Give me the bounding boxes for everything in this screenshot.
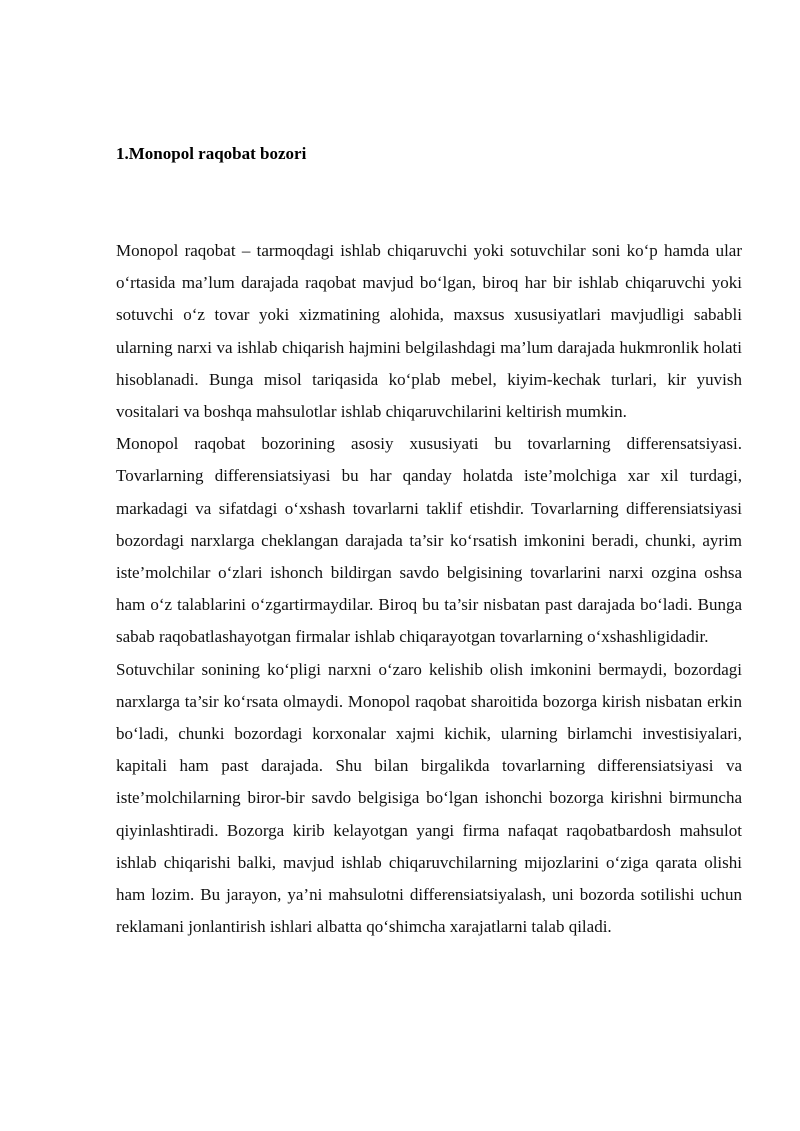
section-heading: 1.Monopol raqobat bozori (116, 144, 307, 163)
paragraph-1: Monopol raqobat – tarmoqdagi ishlab chiqaruvchi yoki sotuvchilar soni ko‘p hamda ular o‘rtasida ma’lum darajada raqobat mavjud bo‘lgan, biroq har bir ishlab chiqaruvchi yoki sotuvchi o‘z tovar yoki xizmatining alohida, maxsus xususiyatlari mavjudligi sababli ularning narxi va ishlab chiqarish hajmini belgilashdagi ma’lum darajada hukmronlik holati hisoblanadi. Bunga misol tariqasida ko‘plab mebel, kiyim-kechak turlari, kir yuvish vositalari va boshqa mahsulotlar ishlab chiqaruvchilarini keltirish mumkin. (116, 241, 742, 422)
paragraph-2: Monopol raqobat bozorining asosiy xususiyati bu tovarlarning differensatsiyasi. Tovarlarning differensiatsiyasi bu har qanday holatda iste’molchiga xar xil turdagi, markadagi va sifatdagi o‘xshash tovarlarni taklif etishdir. Tovarlarning differensiatsiyasi bozordagi narxlarga cheklangan darajada ta’sir ko‘rsatish imkonini beradi, chunki, ayrim iste’molchilar o‘zlari ishonch bildirgan savdo belgisining tovarlarini narxi ozgina oshsa ham o‘z talablarini o‘zgartirmaydilar. Biroq bu ta’sir nisbatan past darajada bo‘ladi. Bunga sabab raqobatlashayotgan firmalar ishlab chiqarayotgan tovarlarning o‘xshashligidadir. (116, 434, 742, 647)
paragraph-3: Sotuvchilar sonining ko‘pligi narxni o‘zaro kelishib olish imkonini bermaydi, bozordagi narxlarga ta’sir ko‘rsata olmaydi. Monopol raqobat sharoitida bozorga kirish nisbatan erkin bo‘ladi, chunki bozordagi korxonalar xajmi kichik, ularning birlamchi investisiyalari, kapitali ham past darajada. Shu bilan birgalikda tovarlarning differensiatsiyasi va iste’molchilarning biror-bir savdo belgisiga bo‘lgan ishonchi bozorga kirishni birmuncha qiyinlashtiradi. Bozorga kirib kelayotgan yangi firma nafaqat raqobatbardosh mahsulot ishlab chiqarishi balki, mavjud ishlab chiqaruvchilarning mijozlarini o‘ziga qarata olishi ham lozim. Bu jarayon, ya’ni mahsulotni differensiatsiyalash, uni bozorda sotilishi uchun reklamani jonlantirish ishlari albatta qo‘shimcha xarajatlarni talab qiladi. (116, 659, 742, 937)
body-text (116, 235, 742, 943)
